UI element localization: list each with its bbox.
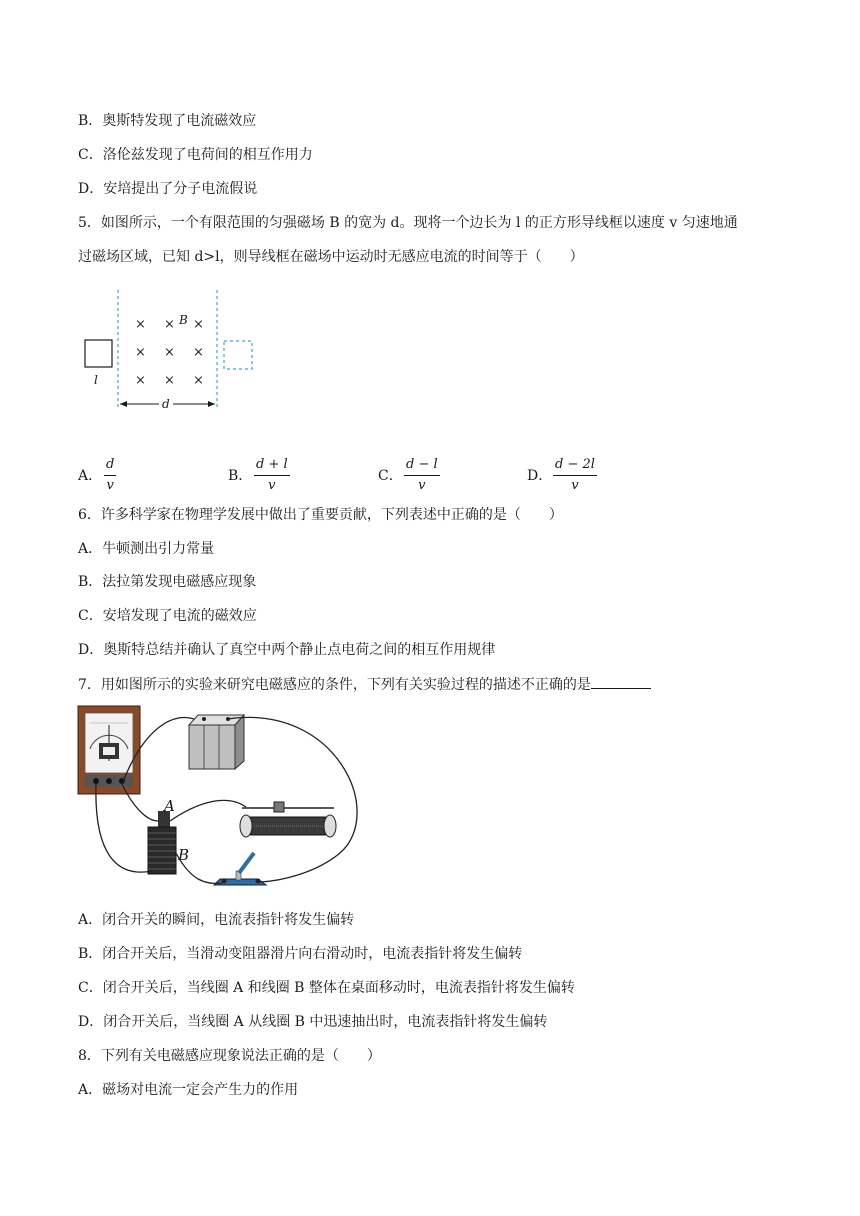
field-cross: ×	[135, 317, 146, 332]
field-cross: ×	[135, 373, 146, 388]
field-cross: ×	[135, 345, 146, 360]
q5-magnetic-field-figure	[80, 285, 270, 415]
answer-blank	[591, 674, 651, 689]
coil-b-label: B	[178, 846, 190, 864]
q7-option-b: B．闭合开关后，当滑动变阻器滑片向右滑动时，电流表指针将发生偏转	[78, 946, 523, 962]
q5-option-d-label: D．	[527, 468, 553, 484]
q5-option-a-fraction: d v	[106, 457, 115, 493]
q6-option-d: D．奥斯特总结并确认了真空中两个静止点电荷之间的相互作用规律	[78, 642, 496, 658]
switch	[214, 853, 266, 885]
q7-stem: 7．用如图所示的实验来研究电磁感应的条件，下列有关实验过程的描述不正确的是	[78, 674, 651, 695]
width-label-d: d	[162, 397, 170, 411]
rheostat	[240, 802, 336, 837]
q5-option-b-label: B．	[228, 468, 253, 484]
dashed-loop	[224, 341, 252, 369]
field-label-b: B	[179, 313, 188, 327]
q5-stem-line2: 过磁场区域，已知 d>l，则导线框在磁场中运动时无感应电流的时间等于（ ）	[78, 249, 584, 265]
q4-option-b: B．奥斯特发现了电流磁效应	[78, 113, 257, 129]
field-cross: ×	[164, 345, 175, 360]
q4-option-c: C．洛伦兹发现了电荷间的相互作用力	[78, 147, 313, 163]
q8-stem: 8．下列有关电磁感应现象说法正确的是（ ）	[78, 1048, 381, 1064]
field-cross: ×	[164, 373, 175, 388]
side-label-l: l	[94, 373, 98, 387]
q7-option-c: C．闭合开关后，当线圈 A 和线圈 B 整体在桌面移动时，电流表指针将发生偏转	[78, 980, 575, 996]
q5-option-b-fraction: d + l v	[256, 457, 288, 493]
q6-option-b: B．法拉第发现电磁感应现象	[78, 574, 257, 590]
q5-option-c-label: C．	[378, 468, 403, 484]
q5-stem-line1: 5．如图所示，一个有限范围的匀强磁场 B 的宽为 d。现将一个边长为 l 的正方形导线框以速度 v 匀速地通	[78, 215, 738, 231]
q7-option-d: D．闭合开关后，当线圈 A 从线圈 B 中迅速抽出时，电流表指针将发生偏转	[78, 1014, 548, 1030]
field-cross: ×	[193, 345, 204, 360]
battery-pack	[189, 715, 244, 769]
square-loop	[85, 340, 112, 367]
coils	[148, 797, 189, 874]
q4-option-d: D．安培提出了分子电流假说	[78, 181, 258, 197]
field-cross: ×	[164, 317, 175, 332]
q6-stem: 6．许多科学家在物理学发展中做出了重要贡献，下列表述中正确的是（ ）	[78, 507, 563, 523]
q5-option-a-label: A．	[78, 468, 103, 484]
q7-experiment-figure	[76, 703, 366, 898]
coil-a-label: A	[164, 797, 175, 815]
q8-option-a: A．磁场对电流一定会产生力的作用	[78, 1082, 299, 1098]
q5-option-c-fraction: d − l v	[406, 457, 438, 493]
q6-option-c: C．安培发现了电流的磁效应	[78, 608, 257, 624]
q5-option-d-fraction: d − 2l v	[555, 457, 595, 493]
galvanometer	[78, 706, 140, 794]
field-cross: ×	[193, 317, 204, 332]
q7-option-a: A．闭合开关的瞬间，电流表指针将发生偏转	[78, 912, 355, 928]
field-cross: ×	[193, 373, 204, 388]
q6-option-a: A．牛顿测出引力常量	[78, 541, 215, 557]
